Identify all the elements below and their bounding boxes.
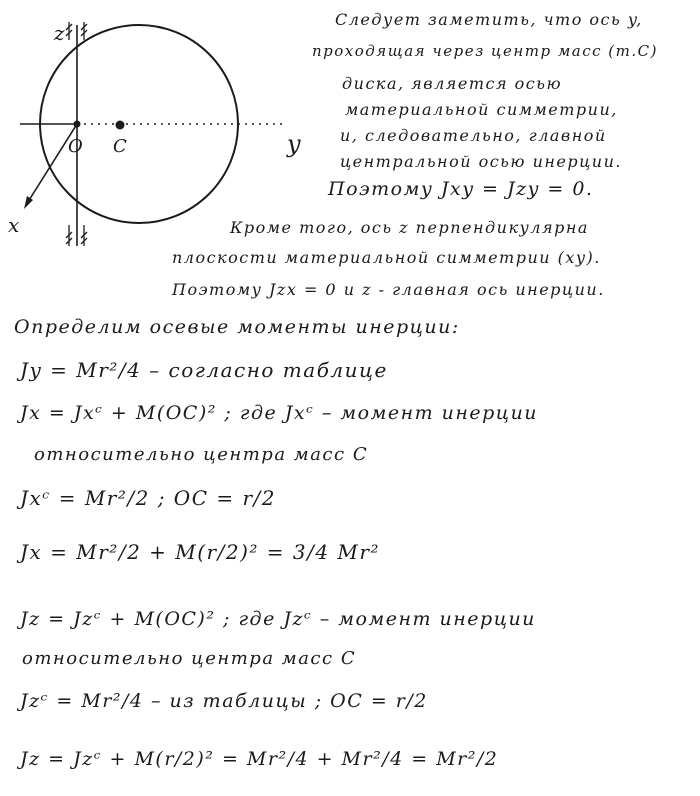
note-line-2: проходящая через центр масс (т.С) [312, 42, 658, 60]
formula-jx: Jx = Jxᶜ + M(OC)² ; где Jxᶜ – момент инерции [20, 402, 539, 424]
x-axis-arrowhead [24, 196, 33, 209]
formula-jz-result: Jz = Jzᶜ + M(r/2)² = Mr²/4 + Mr²/4 = Mr²/2 [20, 748, 499, 770]
point-o-label: O [68, 136, 83, 157]
axis-z-label: z [54, 21, 65, 45]
formula-jxc: Jxᶜ = Mr²/2 ; OC = r/2 [20, 486, 276, 510]
note-line-8: Кроме того, ось z перпендикулярна [230, 218, 589, 237]
formula-jx-note: относительно центра масс C [34, 444, 369, 465]
formula-jz: Jz = Jzᶜ + M(OC)² ; где Jzᶜ – момент инерции [20, 608, 536, 630]
formula-jzc: Jzᶜ = Mr²/4 – из таблицы ; OC = r/2 [20, 690, 428, 712]
point-c-marker [116, 121, 125, 130]
note-line-7: Поэтому Jxy = Jzy = 0. [328, 178, 594, 200]
note-line-1: Следует заметить, что ось y, [335, 10, 643, 29]
note-line-10: Поэтому Jzx = 0 и z - главная ось инерции. [172, 280, 605, 299]
point-c-label: C [113, 136, 127, 157]
formula-jy: Jy = Mr²/4 – согласно таблице [20, 358, 388, 382]
axis-y-label: y [287, 130, 301, 158]
axis-x-label: x [8, 213, 20, 237]
point-o-marker [74, 121, 81, 128]
note-line-3: диска, является осью [342, 74, 563, 93]
note-line-5: и, следовательно, главной [340, 126, 607, 145]
note-line-4: материальной симметрии, [345, 100, 618, 119]
formula-jx-result: Jx = Mr²/2 + M(r/2)² = 3/4 Mr² [20, 540, 380, 564]
note-line-9: плоскости материальной симметрии (xy). [172, 248, 601, 267]
section-heading: Определим осевые моменты инерции: [14, 316, 460, 338]
formula-jz-note: относительно центра масс C [22, 648, 357, 669]
note-line-6: центральной осью инерции. [340, 152, 622, 171]
